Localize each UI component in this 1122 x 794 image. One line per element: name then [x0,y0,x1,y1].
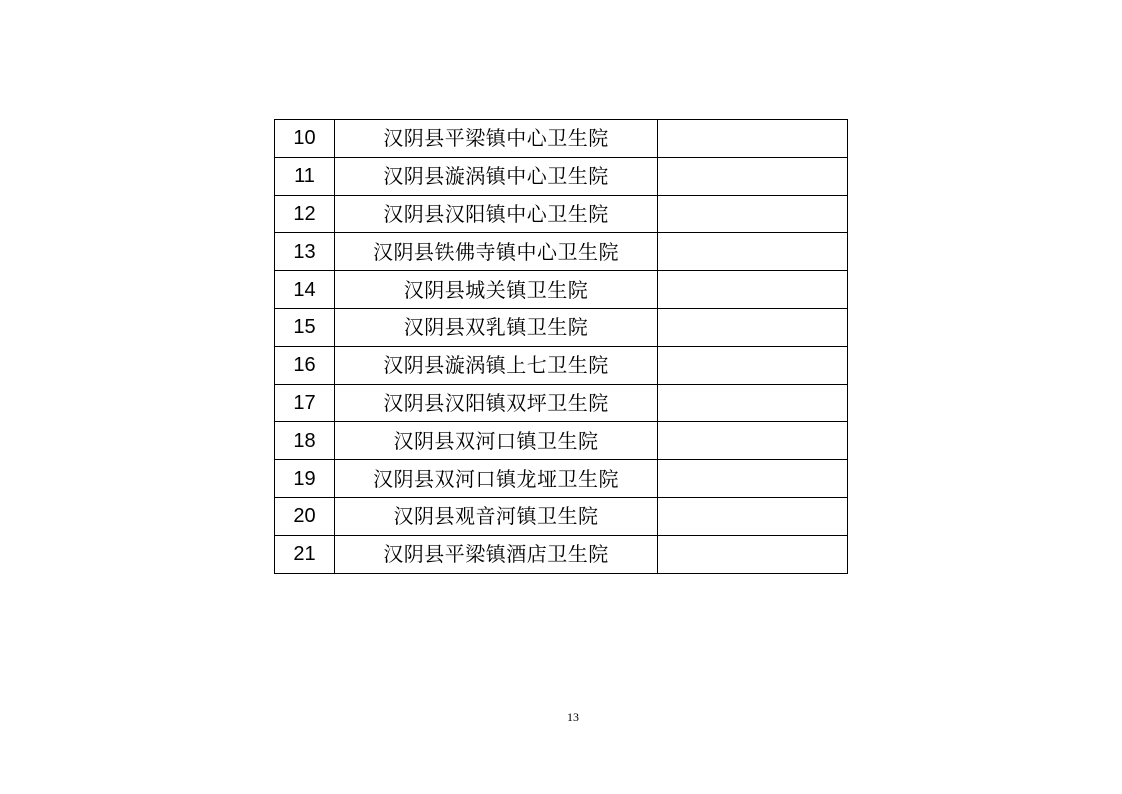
row-number-cell: 16 [275,346,335,384]
institution-name-cell: 汉阴县汉阳镇中心卫生院 [335,195,658,233]
institution-name-cell: 汉阴县漩涡镇中心卫生院 [335,157,658,195]
blank-cell [658,535,848,573]
row-number-cell: 20 [275,497,335,535]
row-number-cell: 10 [275,120,335,158]
blank-cell [658,120,848,158]
table-row [275,535,848,573]
row-number-cell: 13 [275,233,335,271]
table-row [275,384,848,422]
institution-name-cell: 汉阴县双乳镇卫生院 [335,308,658,346]
blank-cell [658,384,848,422]
blank-cell [658,157,848,195]
institution-table [274,119,848,574]
institution-name-cell: 汉阴县平梁镇中心卫生院 [335,120,658,158]
blank-cell [658,233,848,271]
table-row [275,233,848,271]
table-row [275,195,848,233]
row-number-cell: 15 [275,308,335,346]
row-number-cell: 12 [275,195,335,233]
row-number-cell: 19 [275,460,335,498]
row-number-cell: 21 [275,535,335,573]
institution-name-cell: 汉阴县观音河镇卫生院 [335,497,658,535]
row-number-cell: 11 [275,157,335,195]
institution-name-cell: 汉阴县铁佛寺镇中心卫生院 [335,233,658,271]
row-number-cell: 14 [275,271,335,309]
institution-name-cell: 汉阴县漩涡镇上七卫生院 [335,346,658,384]
institution-name-cell: 汉阴县汉阳镇双坪卫生院 [335,384,658,422]
institution-name-cell: 汉阴县平梁镇酒店卫生院 [335,535,658,573]
institution-name-cell: 汉阴县双河口镇卫生院 [335,422,658,460]
row-number-cell: 17 [275,384,335,422]
blank-cell [658,460,848,498]
institution-table-body [275,120,848,574]
blank-cell [658,308,848,346]
table-row [275,271,848,309]
blank-cell [658,271,848,309]
blank-cell [658,497,848,535]
table-row [275,497,848,535]
page-number: 13 [567,710,579,724]
institution-name-cell: 汉阴县双河口镇龙垭卫生院 [335,460,658,498]
blank-cell [658,195,848,233]
table-row [275,460,848,498]
table-row [275,346,848,384]
blank-cell [658,346,848,384]
table-row [275,157,848,195]
blank-cell [658,422,848,460]
institution-name-cell: 汉阴县城关镇卫生院 [335,271,658,309]
institution-table-container [274,119,848,574]
row-number-cell: 18 [275,422,335,460]
table-row [275,308,848,346]
table-row [275,422,848,460]
table-row [275,120,848,158]
